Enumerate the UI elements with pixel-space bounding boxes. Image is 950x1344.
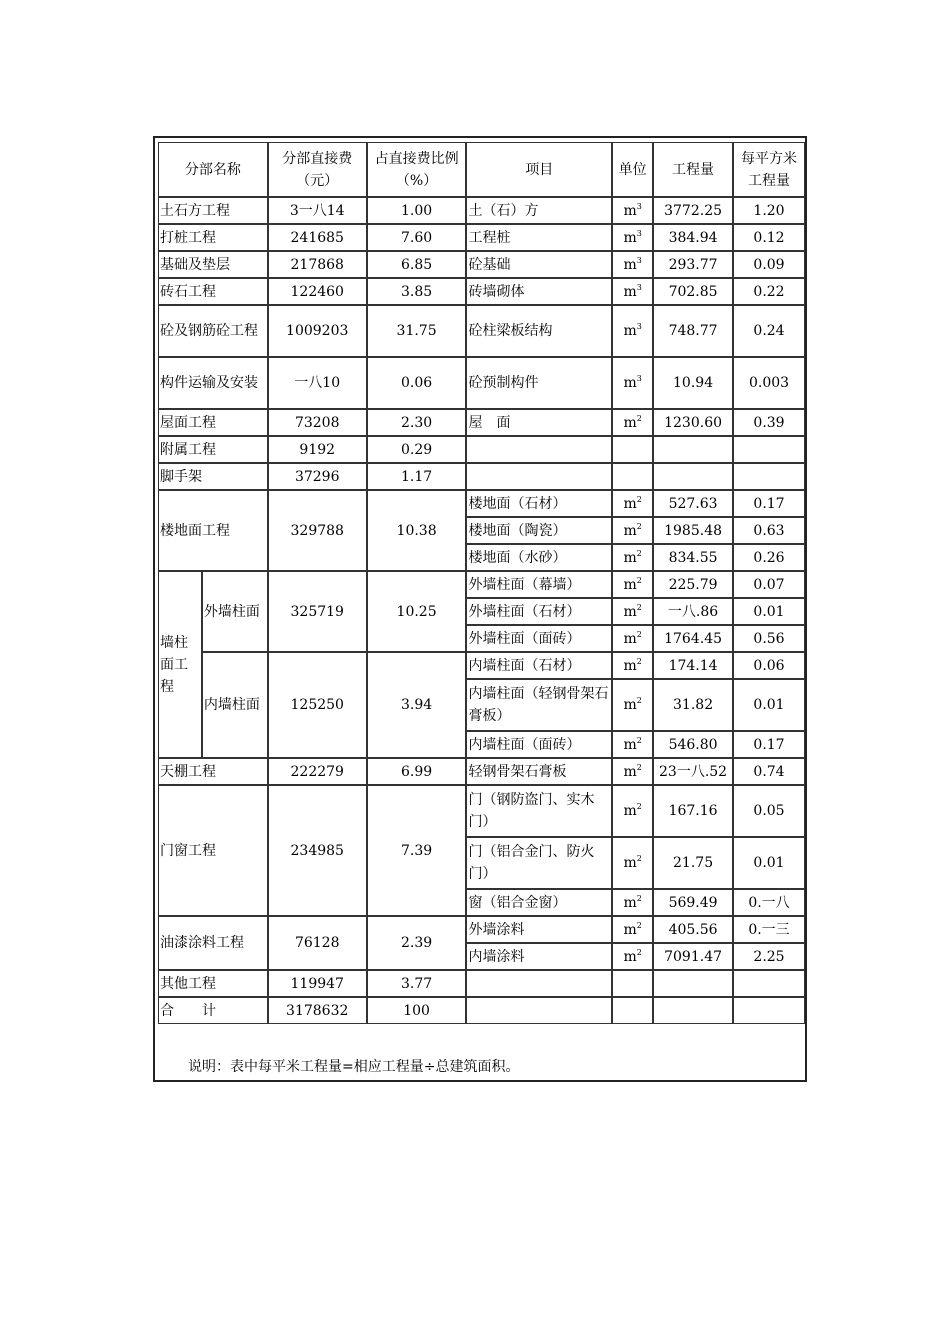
cost-cell: 329788 bbox=[268, 490, 367, 571]
table-row bbox=[158, 785, 805, 837]
table-row bbox=[158, 278, 805, 305]
unit-cell: $m^2$ bbox=[612, 517, 653, 544]
cost-cell: 73208 bbox=[268, 409, 367, 436]
header-division: 分部名称 bbox=[158, 142, 268, 197]
quantity-cell: 7091.47 bbox=[653, 943, 733, 970]
item-cell: 内墙柱面（石材） bbox=[466, 652, 612, 679]
table-row bbox=[158, 305, 805, 357]
division-cell: 构件运输及安装 bbox=[158, 357, 268, 409]
table-row bbox=[158, 490, 805, 517]
unit-cell: $m^3$ bbox=[612, 224, 653, 251]
item-cell: 外墙涂料 bbox=[466, 916, 612, 943]
cost-table bbox=[158, 142, 805, 1024]
ratio-cell: 3.77 bbox=[367, 970, 467, 997]
item-cell: 内墙柱面（轻钢骨架石膏板） bbox=[466, 679, 612, 731]
division-cell: 脚手架 bbox=[158, 463, 268, 490]
per-sqm-cell: 0.003 bbox=[733, 357, 805, 409]
item-cell: 楼地面（水砂） bbox=[466, 544, 612, 571]
cost-cell: 一八10 bbox=[268, 357, 367, 409]
quantity-cell: 1764.45 bbox=[653, 625, 733, 652]
per-sqm-cell bbox=[733, 970, 805, 997]
table-row bbox=[158, 251, 805, 278]
table-row bbox=[158, 571, 805, 598]
division-cell: 油漆涂料工程 bbox=[158, 916, 268, 970]
division-cell: 墙柱面工程 bbox=[158, 571, 202, 758]
unit-cell: $m^2$ bbox=[612, 916, 653, 943]
unit-cell bbox=[612, 970, 653, 997]
item-cell: 砼基础 bbox=[466, 251, 612, 278]
quantity-cell: 293.77 bbox=[653, 251, 733, 278]
division-cell: 楼地面工程 bbox=[158, 490, 268, 571]
per-sqm-cell: 0.01 bbox=[733, 837, 805, 889]
quantity-cell: 527.63 bbox=[653, 490, 733, 517]
table-row bbox=[158, 970, 805, 997]
unit-cell: $m^2$ bbox=[612, 785, 653, 837]
ratio-cell: 2.30 bbox=[367, 409, 467, 436]
cost-cell: 3一八14 bbox=[268, 197, 367, 224]
ratio-cell: 10.25 bbox=[367, 571, 467, 652]
unit-cell: $m^2$ bbox=[612, 889, 653, 916]
item-cell: 楼地面（陶瓷） bbox=[466, 517, 612, 544]
quantity-cell bbox=[653, 997, 733, 1024]
unit-cell: $m^3$ bbox=[612, 197, 653, 224]
per-sqm-cell: 0.22 bbox=[733, 278, 805, 305]
sub-division-cell: 外墙柱面 bbox=[202, 571, 268, 652]
cost-cell: 222279 bbox=[268, 758, 367, 785]
item-cell: 外墙柱面（幕墙） bbox=[466, 571, 612, 598]
item-cell: 砼预制构件 bbox=[466, 357, 612, 409]
per-sqm-cell: 0.一八 bbox=[733, 889, 805, 916]
quantity-cell: 一八.86 bbox=[653, 598, 733, 625]
item-cell bbox=[466, 997, 612, 1024]
quantity-cell: 702.85 bbox=[653, 278, 733, 305]
per-sqm-cell: 0.07 bbox=[733, 571, 805, 598]
quantity-cell: 569.49 bbox=[653, 889, 733, 916]
cost-cell: 234985 bbox=[268, 785, 367, 916]
item-cell: 砖墙砌体 bbox=[466, 278, 612, 305]
quantity-cell: 3772.25 bbox=[653, 197, 733, 224]
header-item: 项目 bbox=[466, 142, 612, 197]
quantity-cell: 1230.60 bbox=[653, 409, 733, 436]
header-per-sqm: 每平方米工程量 bbox=[733, 142, 805, 197]
per-sqm-cell: 0.24 bbox=[733, 305, 805, 357]
division-cell: 其他工程 bbox=[158, 970, 268, 997]
item-cell: 轻钢骨架石膏板 bbox=[466, 758, 612, 785]
table-row bbox=[158, 357, 805, 409]
unit-cell: $m^2$ bbox=[612, 837, 653, 889]
division-cell: 土石方工程 bbox=[158, 197, 268, 224]
per-sqm-cell bbox=[733, 436, 805, 463]
per-sqm-cell: 0.05 bbox=[733, 785, 805, 837]
header-quantity: 工程量 bbox=[653, 142, 733, 197]
per-sqm-cell: 0.一三 bbox=[733, 916, 805, 943]
table-row bbox=[158, 652, 805, 679]
table-row bbox=[158, 436, 805, 463]
per-sqm-cell: 0.06 bbox=[733, 652, 805, 679]
header-cost: 分部直接费（元） bbox=[268, 142, 367, 197]
quantity-cell: 23一八.52 bbox=[653, 758, 733, 785]
cost-cell: 1009203 bbox=[268, 305, 367, 357]
quantity-cell: 10.94 bbox=[653, 357, 733, 409]
item-cell: 门（钢防盗门、实木门） bbox=[466, 785, 612, 837]
unit-cell: $m^2$ bbox=[612, 731, 653, 758]
cost-cell: 125250 bbox=[268, 652, 367, 758]
division-cell: 打桩工程 bbox=[158, 224, 268, 251]
per-sqm-cell: 2.25 bbox=[733, 943, 805, 970]
per-sqm-cell: 0.01 bbox=[733, 598, 805, 625]
cost-cell: 119947 bbox=[268, 970, 367, 997]
table-row bbox=[158, 197, 805, 224]
per-sqm-cell: 0.63 bbox=[733, 517, 805, 544]
cost-cell: 9192 bbox=[268, 436, 367, 463]
quantity-cell: 167.16 bbox=[653, 785, 733, 837]
quantity-cell: 1985.48 bbox=[653, 517, 733, 544]
item-cell bbox=[466, 970, 612, 997]
per-sqm-cell: 0.12 bbox=[733, 224, 805, 251]
ratio-cell: 2.39 bbox=[367, 916, 467, 970]
unit-cell: $m^2$ bbox=[612, 598, 653, 625]
ratio-cell: 1.17 bbox=[367, 463, 467, 490]
item-cell: 窗（铝合金窗） bbox=[466, 889, 612, 916]
quantity-cell bbox=[653, 436, 733, 463]
total-label: 合 计 bbox=[158, 997, 268, 1024]
unit-cell: $m^2$ bbox=[612, 679, 653, 731]
quantity-cell: 546.80 bbox=[653, 731, 733, 758]
ratio-cell: 6.85 bbox=[367, 251, 467, 278]
quantity-cell: 21.75 bbox=[653, 837, 733, 889]
per-sqm-cell: 0.39 bbox=[733, 409, 805, 436]
item-cell: 工程桩 bbox=[466, 224, 612, 251]
division-cell: 砖石工程 bbox=[158, 278, 268, 305]
ratio-cell: 31.75 bbox=[367, 305, 467, 357]
header-unit: 单位 bbox=[612, 142, 653, 197]
quantity-cell: 384.94 bbox=[653, 224, 733, 251]
item-cell: 楼地面（石材） bbox=[466, 490, 612, 517]
quantity-cell: 31.82 bbox=[653, 679, 733, 731]
unit-cell bbox=[612, 997, 653, 1024]
per-sqm-cell: 0.56 bbox=[733, 625, 805, 652]
ratio-cell: 3.85 bbox=[367, 278, 467, 305]
sub-division-cell: 内墙柱面 bbox=[202, 652, 268, 758]
unit-cell: $m^3$ bbox=[612, 305, 653, 357]
ratio-cell: 1.00 bbox=[367, 197, 467, 224]
unit-cell: $m^2$ bbox=[612, 544, 653, 571]
quantity-cell: 174.14 bbox=[653, 652, 733, 679]
unit-cell: $m^3$ bbox=[612, 251, 653, 278]
cost-cell: 37296 bbox=[268, 463, 367, 490]
per-sqm-cell: 1.20 bbox=[733, 197, 805, 224]
per-sqm-cell: 0.09 bbox=[733, 251, 805, 278]
per-sqm-cell: 0.01 bbox=[733, 679, 805, 731]
per-sqm-cell bbox=[733, 463, 805, 490]
division-cell: 屋面工程 bbox=[158, 409, 268, 436]
cost-cell: 217868 bbox=[268, 251, 367, 278]
per-sqm-cell: 0.74 bbox=[733, 758, 805, 785]
table-row bbox=[158, 224, 805, 251]
division-cell: 附属工程 bbox=[158, 436, 268, 463]
unit-cell: $m^2$ bbox=[612, 758, 653, 785]
table-row bbox=[158, 758, 805, 785]
unit-cell: $m^2$ bbox=[612, 625, 653, 652]
table-row bbox=[158, 409, 805, 436]
item-cell: 屋 面 bbox=[466, 409, 612, 436]
unit-cell: $m^2$ bbox=[612, 490, 653, 517]
per-sqm-cell: 0.17 bbox=[733, 731, 805, 758]
cost-cell: 241685 bbox=[268, 224, 367, 251]
ratio-cell: 6.99 bbox=[367, 758, 467, 785]
unit-cell bbox=[612, 436, 653, 463]
cost-cell: 76128 bbox=[268, 916, 367, 970]
unit-cell: $m^3$ bbox=[612, 357, 653, 409]
unit-cell bbox=[612, 463, 653, 490]
unit-cell: $m^2$ bbox=[612, 652, 653, 679]
table-row bbox=[158, 916, 805, 943]
quantity-cell bbox=[653, 970, 733, 997]
item-cell bbox=[466, 436, 612, 463]
division-cell: 基础及垫层 bbox=[158, 251, 268, 278]
item-cell: 内墙涂料 bbox=[466, 943, 612, 970]
item-cell: 外墙柱面（面砖） bbox=[466, 625, 612, 652]
item-cell: 外墙柱面（石材） bbox=[466, 598, 612, 625]
per-sqm-cell: 0.26 bbox=[733, 544, 805, 571]
per-sqm-cell: 0.17 bbox=[733, 490, 805, 517]
item-cell: 门（铝合金门、防火门） bbox=[466, 837, 612, 889]
unit-cell: $m^2$ bbox=[612, 409, 653, 436]
quantity-cell: 405.56 bbox=[653, 916, 733, 943]
item-cell: 砼柱梁板结构 bbox=[466, 305, 612, 357]
unit-cell: $m^3$ bbox=[612, 278, 653, 305]
ratio-cell: 3.94 bbox=[367, 652, 467, 758]
item-cell: 土（石）方 bbox=[466, 197, 612, 224]
quantity-cell: 834.55 bbox=[653, 544, 733, 571]
total-ratio: 100 bbox=[367, 997, 467, 1024]
header-row bbox=[158, 142, 805, 197]
quantity-cell bbox=[653, 463, 733, 490]
total-row bbox=[158, 997, 805, 1024]
item-cell: 内墙柱面（面砖） bbox=[466, 731, 612, 758]
ratio-cell: 10.38 bbox=[367, 490, 467, 571]
ratio-cell: 7.39 bbox=[367, 785, 467, 916]
unit-cell: $m^2$ bbox=[612, 571, 653, 598]
table-frame bbox=[153, 136, 807, 1082]
division-cell: 天棚工程 bbox=[158, 758, 268, 785]
table-note: 说明：表中每平米工程量=相应工程量÷总建筑面积。 bbox=[188, 1059, 520, 1075]
table-row bbox=[158, 463, 805, 490]
quantity-cell: 748.77 bbox=[653, 305, 733, 357]
cost-cell: 122460 bbox=[268, 278, 367, 305]
division-cell: 砼及钢筋砼工程 bbox=[158, 305, 268, 357]
unit-cell: $m^2$ bbox=[612, 943, 653, 970]
per-sqm-cell bbox=[733, 997, 805, 1024]
cost-cell: 325719 bbox=[268, 571, 367, 652]
total-cost: 3178632 bbox=[268, 997, 367, 1024]
ratio-cell: 7.60 bbox=[367, 224, 467, 251]
header-ratio: 占直接费比例（%） bbox=[367, 142, 467, 197]
division-cell: 门窗工程 bbox=[158, 785, 268, 916]
ratio-cell: 0.06 bbox=[367, 357, 467, 409]
ratio-cell: 0.29 bbox=[367, 436, 467, 463]
item-cell bbox=[466, 463, 612, 490]
quantity-cell: 225.79 bbox=[653, 571, 733, 598]
